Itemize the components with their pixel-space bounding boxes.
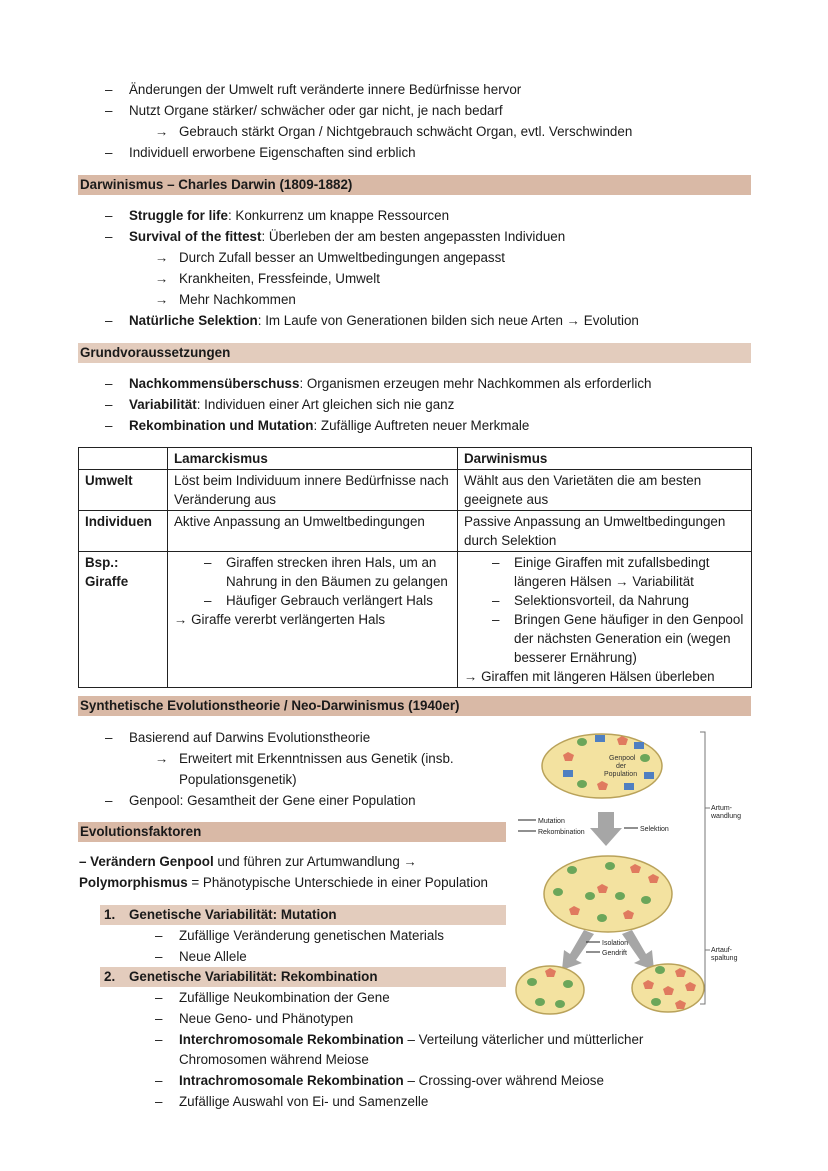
gene-green (527, 978, 537, 986)
isolation-label: Isolation (602, 940, 629, 947)
mutation-label: Mutation (538, 818, 565, 825)
gene-green (651, 998, 661, 1006)
table-row (79, 511, 752, 552)
lamarck-bullet-3: – Individuell erworbene Eigenschaften sind erblich (129, 144, 416, 162)
darwin-conclusion: → Giraffen mit längeren Hälsen überleben (464, 669, 715, 684)
gendrift-label: Gendrift (602, 950, 627, 957)
gene-green (577, 738, 587, 746)
list-item: – Bringen Gene häufiger in den Genpool der nächsten Generation ein (wegen besserer Ernährung) (464, 610, 745, 667)
bracket-artumwandlung (700, 732, 705, 924)
arrow-split-left-icon (562, 930, 594, 970)
factor-2-inter-cont: Chromosomen während Meiose (179, 1052, 369, 1067)
intra-text: – Crossing-over während Meiose (403, 1073, 604, 1088)
poly-bold: Polymorphismus (79, 875, 188, 890)
gene-green (605, 862, 615, 870)
artaufspaltung-label-2: spaltung (711, 955, 738, 962)
text: : Überleben der am besten angepassten Individuen (261, 229, 566, 244)
term: Variabilität (129, 397, 197, 412)
factor-2-inter (179, 1031, 643, 1049)
text: : Organismen erzeugen mehr Nachkommen als erforderlich (299, 376, 652, 391)
gene-green (655, 966, 665, 974)
gene-green (641, 896, 651, 904)
cell-individuen-lamarck: Aktive Anpassung an Umweltbedingungen (168, 511, 458, 552)
darwin-bullet-3 (129, 312, 639, 330)
genpool-label-1: Genpool (609, 755, 636, 762)
grund-bullet-1 (129, 375, 651, 393)
gene-blue (624, 783, 634, 790)
col-darwin: Darwinismus (458, 448, 752, 470)
cell-umwelt-lamarck: Löst beim Individuum innere Bedürfnisse nach Veränderung aus (168, 470, 458, 511)
genpool-label-3: Population (604, 771, 638, 778)
darwin-heading: Darwinismus – Charles Darwin (1809-1882) (78, 175, 751, 195)
list-item: – Einige Giraffen mit zufallsbedingt längeren Hälsen → Variabilität (464, 553, 745, 591)
factor-1-num: 1. (104, 907, 116, 922)
selektion-label: Selektion (640, 826, 669, 833)
darwin-bullet-1 (129, 207, 449, 225)
intro-bold: – Verändern Genpool (79, 854, 214, 869)
term: Nachkommensüberschuss (129, 376, 300, 391)
grund-heading: Grundvoraussetzungen (78, 343, 751, 363)
list-item: – Selektionsvorteil, da Nahrung (464, 591, 745, 610)
faktoren-poly (79, 874, 488, 892)
term: Rekombination und Mutation (129, 418, 314, 433)
row-label-giraffe (79, 552, 168, 688)
term: Struggle for life (129, 208, 228, 223)
gene-green (535, 998, 545, 1006)
gene-blue (563, 770, 573, 777)
factor-2-item-2: – Neue Geno- und Phänotypen (179, 1010, 353, 1028)
darwin-bullet-2 (129, 228, 565, 246)
synth-sub-1-cont: Populationsgenetik) (179, 772, 297, 787)
artumwandlung-label-1: Artum- (711, 805, 732, 812)
synth-heading: Synthetische Evolutionstheorie / Neo-Darwinismus (1940er) (78, 696, 751, 716)
gene-green (640, 754, 650, 762)
darwin-sub-1: → Durch Zufall besser an Umweltbedingungen angepasst (179, 249, 505, 267)
factor-2-num: 2. (104, 969, 116, 984)
gene-green (555, 1000, 565, 1008)
text: : Konkurrenz um knappe Ressourcen (227, 208, 450, 223)
text: : Im Laufe von Generationen bilden sich neue Arten → Evolution (257, 313, 639, 328)
rekombination-label: Rekombination (538, 829, 585, 836)
intro-text: und führen zur Artumwandlung → (213, 854, 417, 869)
factor-1-item-1: – Zufällige Veränderung genetischen Materials (179, 927, 444, 945)
factor-1-heading (100, 905, 506, 925)
cell-giraffe-lamarck (168, 552, 458, 688)
gene-blue (595, 735, 605, 742)
list-item: – Giraffen strecken ihren Hals, um an Nahrung in den Bäumen zu gelangen (174, 553, 451, 591)
gene-green (577, 780, 587, 788)
term: Natürliche Selektion (129, 313, 258, 328)
faktoren-intro (79, 853, 417, 871)
text: : Zufällige Auftreten neuer Merkmale (313, 418, 530, 433)
lamarck-bullet-1: – Änderungen der Umwelt ruft veränderte innere Bedürfnisse hervor (129, 81, 521, 99)
darwin-sub-3: → Mehr Nachkommen (179, 291, 296, 309)
gene-green (567, 866, 577, 874)
synth-bullet-2: – Genpool: Gesamtheit der Gene einer Population (129, 792, 416, 810)
artaufspaltung-label-1: Artauf- (711, 947, 733, 954)
gene-green (597, 914, 607, 922)
inter-text: – Verteilung väterlicher und mütterlicher (403, 1032, 644, 1047)
factor-2-heading (100, 967, 506, 987)
gene-green (585, 892, 595, 900)
lamarck-giraffe-list (174, 553, 451, 610)
gene-green (563, 980, 573, 988)
table-row (79, 470, 752, 511)
gene-blue (634, 742, 644, 749)
grund-bullet-2 (129, 396, 454, 414)
factor-2-item-1: – Zufällige Neukombination der Gene (179, 989, 390, 1007)
lamarck-conclusion: → Giraffe vererbt verlängerten Hals (174, 612, 386, 627)
genpool-label-2: der (616, 763, 627, 770)
cell-individuen-darwin: Passive Anpassung an Umweltbedingungen durch Selektion (458, 511, 752, 552)
label-giraffe: Giraffe (85, 574, 129, 589)
factor-2-intra (179, 1072, 604, 1090)
lamarck-sub-1: → Gebrauch stärkt Organ / Nichtgebrauch schwächt Organ, evtl. Verschwinden (179, 123, 632, 141)
factor-1-title: Genetische Variabilität: Mutation (129, 907, 337, 922)
gene-blue (644, 772, 654, 779)
genpool-diagram (510, 724, 770, 1024)
poly-text: = Phänotypische Unterschiede in einer Population (187, 875, 489, 890)
arrow-down-icon (590, 812, 622, 846)
grund-bullet-3 (129, 417, 529, 435)
inter-term: Interchromosomale Rekombination (179, 1032, 404, 1047)
table-header-row (79, 448, 752, 470)
cell-giraffe-darwin (458, 552, 752, 688)
gene-green (553, 888, 563, 896)
lamarck-bullet-2: – Nutzt Organe stärker/ schwächer oder gar nicht, je nach bedarf (129, 102, 503, 120)
comparison-table (78, 447, 752, 688)
table-row (79, 552, 752, 688)
col-lamarck: Lamarckismus (168, 448, 458, 470)
synth-bullet-1: – Basierend auf Darwins Evolutionstheorie (129, 729, 370, 747)
artumwandlung-label-2: wandlung (711, 813, 741, 820)
list-item: – Häufiger Gebrauch verlängert Hals (174, 591, 451, 610)
table-corner (79, 448, 168, 470)
text: : Individuen einer Art gleichen sich nie ganz (196, 397, 455, 412)
gene-green (615, 892, 625, 900)
row-label-individuen: Individuen (79, 511, 168, 552)
label-bsp: Bsp.: (85, 555, 119, 570)
intra-term: Intrachromosomale Rekombination (179, 1073, 404, 1088)
cell-umwelt-darwin: Wählt aus den Varietäten die am besten geeignete aus (458, 470, 752, 511)
darwin-giraffe-list (464, 553, 745, 667)
synth-sub-1: → Erweitert mit Erkenntnissen aus Genetik (insb. (179, 750, 454, 768)
factor-2-title: Genetische Variabilität: Rekombination (129, 969, 378, 984)
darwin-sub-2: → Krankheiten, Fressfeinde, Umwelt (179, 270, 380, 288)
term: Survival of the fittest (129, 229, 262, 244)
factor-1-item-2: – Neue Allele (179, 948, 247, 966)
faktoren-heading: Evolutionsfaktoren (78, 822, 506, 842)
factor-2-last: – Zufällige Auswahl von Ei- und Samenzelle (179, 1093, 428, 1111)
row-label-umwelt: Umwelt (79, 470, 168, 511)
